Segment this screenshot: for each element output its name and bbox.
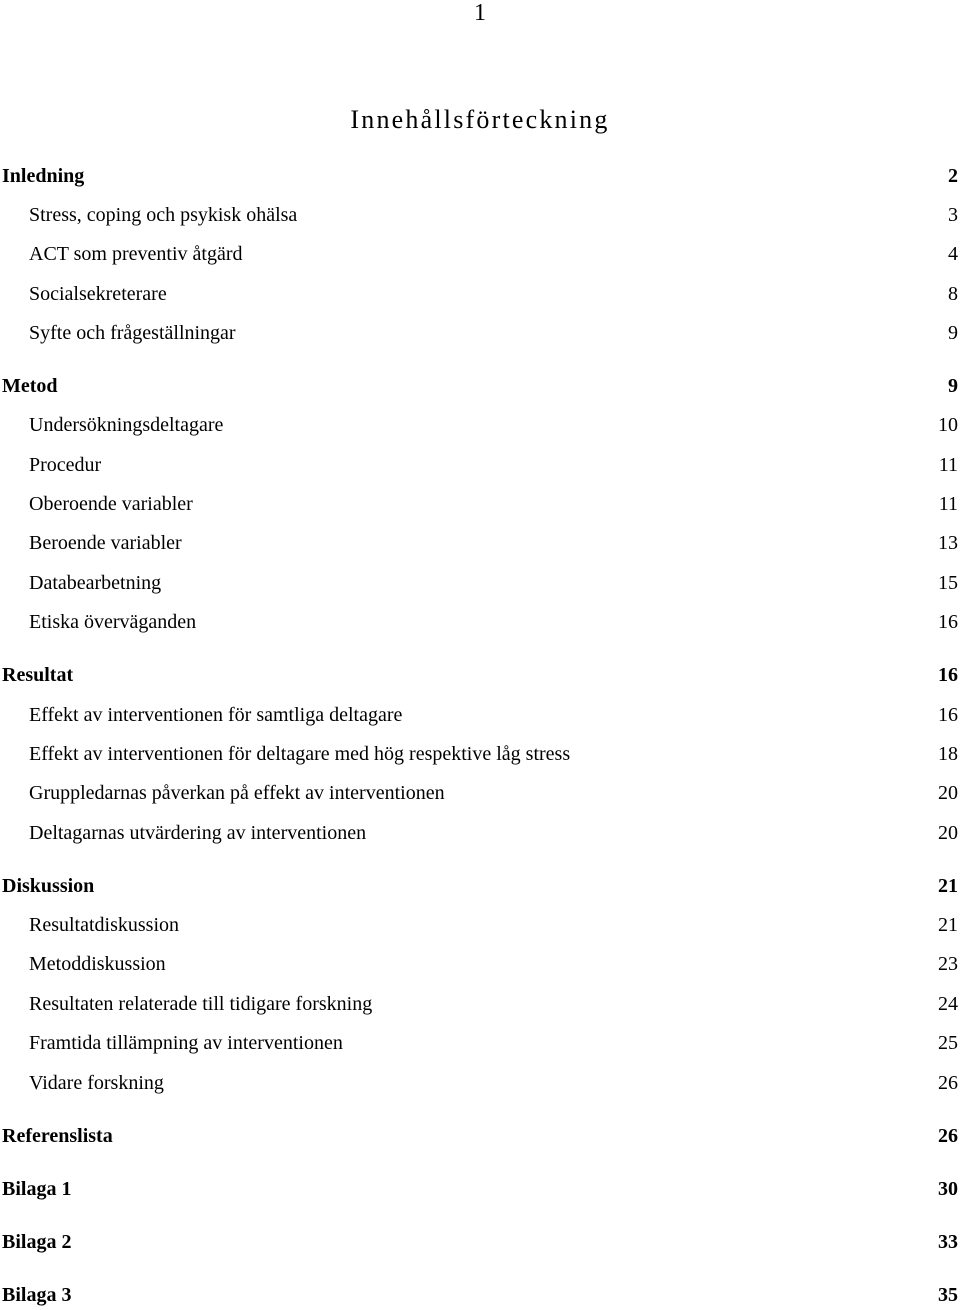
toc-entry-oberoende-variabler[interactable] — [0, 490, 958, 518]
toc-entry-page: 21 — [938, 875, 958, 897]
toc-entry-label: Bilaga 1 — [2, 1178, 72, 1200]
toc-entry-page: 30 — [938, 1178, 958, 1200]
toc-entry-beroende-variabler[interactable] — [0, 529, 958, 557]
toc-entry-label: Deltagarnas utvärdering av interventionen — [29, 822, 367, 844]
toc-entry-metoddiskussion[interactable] — [0, 950, 958, 978]
toc-entry-diskussion[interactable] — [0, 872, 958, 900]
toc-entry-referenslista[interactable] — [0, 1122, 958, 1150]
toc-entry-page: 20 — [938, 782, 958, 804]
toc-entry-vidare-forskning[interactable] — [0, 1069, 958, 1097]
toc-entry-page: 33 — [938, 1231, 958, 1253]
toc-entry-effekt-stress[interactable] — [0, 740, 958, 768]
toc-entry-framtida-tillampning[interactable] — [0, 1029, 958, 1057]
toc-entry-databearbetning[interactable] — [0, 569, 958, 597]
toc-entry-metod[interactable] — [0, 372, 958, 400]
toc-title: Innehållsförteckning — [350, 105, 610, 134]
toc-entry-label: Resultat — [2, 664, 74, 686]
toc-entry-label: Diskussion — [2, 875, 95, 897]
toc-entry-page: 25 — [938, 1032, 958, 1054]
toc-entry-deltagarnas-utvardering[interactable] — [0, 819, 958, 847]
toc-entry-page: 24 — [938, 993, 958, 1015]
toc-entry-label: Procedur — [29, 454, 102, 476]
toc-entry-page: 16 — [938, 664, 958, 686]
toc-entry-label: Vidare forskning — [29, 1072, 164, 1094]
toc-entry-page: 4 — [948, 243, 958, 265]
toc-entry-page: 18 — [938, 743, 958, 765]
toc-entry-label: Metod — [2, 375, 58, 397]
toc-entry-label: Referenslista — [2, 1125, 113, 1147]
toc-entry-procedur[interactable] — [0, 451, 958, 479]
toc-entry-page: 13 — [938, 532, 958, 554]
toc-entry-label: Effekt av interventionen för deltagare med hög respektive låg stress — [29, 743, 571, 765]
toc-entry-label: Metoddiskussion — [29, 953, 166, 975]
toc-entry-label: Stress, coping och psykisk ohälsa — [29, 204, 298, 226]
toc-entry-page: 15 — [938, 572, 958, 594]
toc-entry-page: 9 — [948, 375, 958, 397]
toc-entry-label: Gruppledarnas påverkan på effekt av interventionen — [29, 782, 445, 804]
page-number: 1 — [474, 0, 486, 26]
toc-entry-label: Etiska överväganden — [29, 611, 197, 633]
toc-entry-resultatdiskussion[interactable] — [0, 911, 958, 939]
toc-entry-page: 21 — [938, 914, 958, 936]
toc-entry-label: Socialsekreterare — [29, 283, 167, 305]
toc-entry-tidigare-forskning[interactable] — [0, 990, 958, 1018]
toc-entry-resultat[interactable] — [0, 661, 958, 689]
toc-entry-label: ACT som preventiv åtgärd — [29, 243, 243, 265]
toc-entry-page: 11 — [938, 454, 958, 476]
toc-entry-label: Oberoende variabler — [29, 493, 193, 515]
toc-entry-etiska-overvaganden[interactable] — [0, 608, 958, 636]
toc-entry-page: 23 — [938, 953, 958, 975]
toc-entry-bilaga-2[interactable] — [0, 1228, 958, 1256]
toc-entry-page: 35 — [938, 1284, 958, 1306]
toc-entry-label: Syfte och frågeställningar — [29, 322, 236, 344]
toc-entry-bilaga-3[interactable] — [0, 1281, 958, 1309]
toc-entry-syfte[interactable] — [0, 319, 958, 347]
toc-entry-label: Framtida tillämpning av interventionen — [29, 1032, 343, 1054]
toc-entry-page: 10 — [938, 414, 958, 436]
toc-entry-socialsekreterare[interactable] — [0, 280, 958, 308]
toc-entry-label: Effekt av interventionen för samtliga deltagare — [29, 704, 403, 726]
toc-entry-label: Resultatdiskussion — [29, 914, 180, 936]
toc-entry-page: 16 — [938, 611, 958, 633]
toc-entry-page: 26 — [938, 1125, 958, 1147]
toc-entry-undersokningsdeltagare[interactable] — [0, 411, 958, 439]
toc-entry-page: 8 — [948, 283, 958, 305]
toc-entry-act[interactable] — [0, 240, 958, 268]
toc-entry-page: 3 — [948, 204, 958, 226]
toc-entry-page: 9 — [948, 322, 958, 344]
toc-entry-inledning[interactable] — [0, 162, 958, 190]
toc-entry-label: Bilaga 2 — [2, 1231, 72, 1253]
toc-entry-page: 11 — [938, 493, 958, 515]
toc-entry-page: 16 — [938, 704, 958, 726]
toc-entry-page: 26 — [938, 1072, 958, 1094]
toc-entry-label: Beroende variabler — [29, 532, 182, 554]
toc-entry-label: Bilaga 3 — [2, 1284, 72, 1306]
toc-entry-label: Inledning — [2, 165, 85, 187]
toc-entry-bilaga-1[interactable] — [0, 1175, 958, 1203]
toc-entry-page: 20 — [938, 822, 958, 844]
toc-entry-page: 2 — [948, 165, 958, 187]
toc-entry-label: Undersökningsdeltagare — [29, 414, 224, 436]
toc-entry-gruppledarnas-paverkan[interactable] — [0, 779, 958, 807]
toc-entry-stress-coping[interactable] — [0, 201, 958, 229]
toc-entry-effekt-samtliga[interactable] — [0, 701, 958, 729]
toc-entry-label: Resultaten relaterade till tidigare forskning — [29, 993, 373, 1015]
toc-entry-label: Databearbetning — [29, 572, 162, 594]
